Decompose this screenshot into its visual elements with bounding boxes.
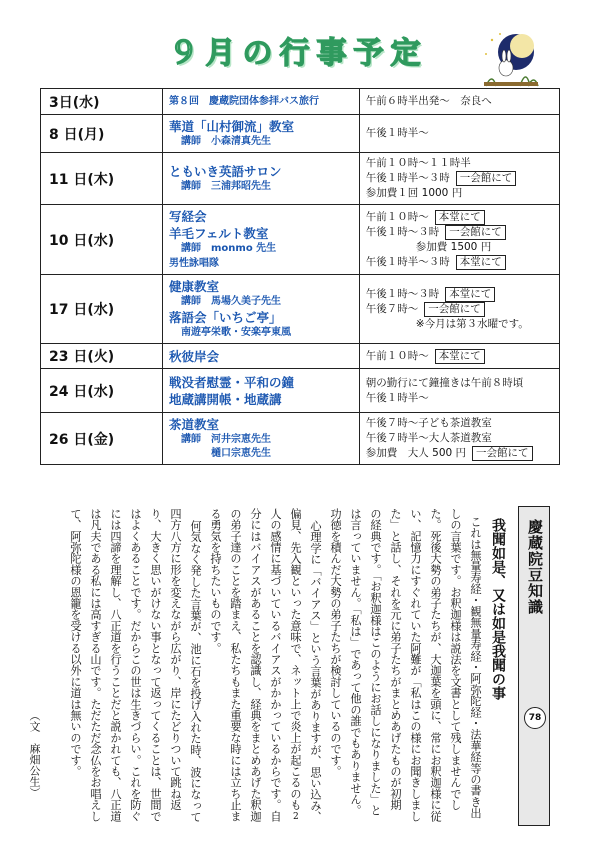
time-line (366, 210, 553, 225)
event-name: 第８回 慶蔵院団体参拝バス旅行 (168, 96, 319, 107)
column-text-line: る勇気を持ちたいものです。 (209, 508, 222, 654)
schedule-event-cell (162, 275, 359, 344)
column-text-line: 偏見、先入観といった意味で、ネット上で炎上が起こるのも (289, 508, 302, 811)
title-banner (148, 24, 448, 80)
time-line (366, 171, 553, 186)
time-text: 午後７時半～大人茶道教室 (365, 432, 492, 444)
schedule-date: 3日(水) (41, 89, 163, 115)
schedule-date: 8 日(月) (41, 115, 163, 153)
time-line (366, 376, 553, 391)
time-line (366, 240, 553, 255)
column-text-line: て、阿弥陀様の恩籠を受ける以外に道は無いのです。 (69, 508, 82, 777)
column-text-line: の弟子達のことを踏まえ、私たちもまた重要な時には立ち止ま (229, 508, 242, 822)
time-text: 午後１時半～３時 (365, 172, 450, 184)
lecturer-name: 講師 河井宗恵先生 (180, 434, 271, 445)
event-name: 羊毛フェルト教室 (168, 226, 269, 241)
column-text-line: 功徳を積んだ大勢の弟子たちが検討しているのです。 (329, 508, 342, 777)
column-text-line: り、大きく思いがけない事となって返ってくることは、世間で (149, 508, 162, 822)
time-text: 午後１時～３時 (365, 287, 440, 300)
time-line (366, 255, 553, 270)
time-line (366, 391, 553, 406)
time-text: 午後１時半～３時 (365, 255, 450, 268)
series-number-badge: 78 (524, 707, 546, 729)
time-line (366, 126, 553, 141)
schedule-row (41, 344, 560, 369)
time-line (366, 156, 553, 171)
event-name: 華道「山村御流」教室 (168, 119, 294, 134)
venue-badge: 一会館にて (445, 225, 506, 240)
time-text: 午前１０時～ (365, 349, 429, 362)
series-title: 慶蔵院豆知識 (526, 519, 544, 615)
event-name: 健康教室 (168, 279, 219, 294)
column-text-line: の経典です。「お釈迦様はこのようにお話しになりました」と (369, 508, 382, 816)
schedule-time-cell (359, 413, 559, 465)
column-text-line: い、記憶力にすぐれていた阿難が「私はこの様にお聞きしまし (409, 508, 422, 822)
schedule-row (41, 115, 560, 153)
schedule-date: 26 日(金) (41, 413, 163, 465)
time-text: 午後１時～３時 (365, 225, 440, 238)
schedule-time-cell (359, 369, 559, 413)
schedule-time-cell (359, 344, 559, 369)
column-text-line: は凡夫である私には高すぎる山です。ただただ念仏をお唱えし (89, 508, 102, 822)
schedule-row (41, 205, 560, 275)
schedule-row (41, 275, 560, 344)
time-line (366, 416, 553, 431)
column-text-line: 四方八方に形を変えながら広がり、岸にたどりついて跳ね返 (169, 508, 182, 811)
time-text: 午後７時～ (365, 302, 419, 315)
schedule-row (41, 153, 560, 205)
schedule-row (41, 89, 560, 115)
time-line (366, 94, 553, 109)
time-text: 午前６時半出発～ 奈良へ (365, 95, 492, 107)
column-text-line: た。死後大勢の弟子たちが、大迦葉を頭に、常にお釈迦様に従 (429, 508, 442, 822)
column-text-line: はよくあることです。だからこの世は生きづらい。これを防ぐ (129, 508, 142, 822)
schedule-time-cell (359, 275, 559, 344)
schedule-event-cell (162, 205, 359, 275)
event-name: 秋彼岸会 (168, 348, 219, 364)
venue-badge: 一会館にて (472, 446, 533, 461)
venue-badge: 本堂にて (435, 210, 485, 225)
author-credit: （文 麻畑公生） (28, 710, 41, 798)
column-text-line: 人の感情に基づいているバイアスがかかっているからです。自 (269, 508, 282, 822)
schedule-time-cell (359, 153, 559, 205)
time-line (366, 302, 553, 317)
venue-badge: 本堂にて (456, 255, 506, 270)
lecturer-name: 講師 三浦邦昭先生 (180, 181, 271, 192)
schedule-date: 17 日(水) (41, 275, 163, 344)
venue-badge: 本堂にて (435, 349, 485, 364)
time-line (366, 287, 553, 302)
schedule-row (41, 413, 560, 465)
schedule-time-cell (359, 115, 559, 153)
schedule-date: 23 日(火) (41, 344, 163, 369)
time-text: 参加費 大人 500 円 (365, 447, 467, 459)
time-line (366, 317, 553, 332)
column-text-line: 分にはバイアスがあることを認識し、経典をまとめあげた釈迦 (249, 508, 262, 822)
time-text: 参加費１回 1000 円 (365, 187, 463, 199)
schedule-time-cell (359, 89, 559, 115)
column-heading: 我聞如是、又は如是我聞の事 (490, 518, 506, 700)
lecturer-name: 講師 小森清真先生 (180, 136, 271, 147)
schedule-time-cell (359, 205, 559, 275)
schedule-event-cell (162, 89, 359, 115)
schedule-event-cell (162, 344, 359, 369)
schedule-event-cell (162, 369, 359, 413)
schedule-date: 10 日(水) (41, 205, 163, 275)
lecturer-name: 樋口宗恵先生 (180, 448, 271, 459)
time-text: 午後１時半～ (365, 391, 429, 404)
time-text: 午後１時半～ (365, 127, 429, 139)
time-text: 午前１０時～ (365, 210, 429, 223)
event-name: 戦没者慰霊・平和の鐘 (168, 374, 294, 390)
page-title: ９月の行事予定 (168, 36, 428, 71)
column-section (0, 498, 595, 828)
event-name: 茶道教室 (168, 417, 219, 432)
series-title-box (518, 506, 550, 826)
column-text-line: 何気なく発した言葉が、池に石を投げ入れた時、波になって (189, 520, 202, 823)
time-line (366, 349, 553, 364)
column-text-line: しの言葉です。お釈迦様は説法を文書として残しませんでし (449, 508, 462, 811)
lecturer-name: 講師 monmo 先生 (180, 243, 277, 254)
page-number: 2 (293, 812, 299, 822)
schedule-date: 24 日(水) (41, 369, 163, 413)
column-text-line: は言っていません。「私は」であって他の誰でもありません。 (349, 508, 362, 816)
schedule-table (40, 88, 560, 465)
column-text-line: た」と話し、それを元に弟子たちがまとめあげたものが初期 (389, 508, 402, 811)
schedule-date: 11 日(木) (41, 153, 163, 205)
schedule-event-cell (162, 115, 359, 153)
time-line (366, 186, 553, 201)
schedule-event-cell (162, 413, 359, 465)
event-name: 男性詠唱隊 (168, 258, 219, 269)
time-text: 朝の勤行にて鐘撞きは午前８時頃 (365, 376, 524, 389)
time-text: ※今月は第３水曜です。 (415, 317, 529, 330)
time-text: 午前１０時～１１時半 (365, 157, 471, 169)
time-line (366, 431, 553, 446)
event-name: 落語会「いちご亭」 (168, 310, 282, 325)
event-name: 写経会 (168, 209, 207, 224)
time-text: 参加費 1500 円 (415, 240, 492, 253)
event-name: 地蔵講開帳・地蔵講 (168, 391, 282, 407)
venue-badge: 一会館にて (456, 171, 517, 186)
lecturer-name: 南遊亭栄歌・安楽亭東風 (180, 327, 291, 338)
moon-rabbit-illustration (480, 28, 540, 88)
column-text-line: これは無量寿経・観無量寿経・阿弥陀経・法華経等の書き出 (469, 516, 482, 819)
time-line (366, 225, 553, 240)
schedule-event-cell (162, 153, 359, 205)
lecturer-name: 講師 馬場久美子先生 (180, 296, 281, 307)
column-text-line: 心理学に「バイアス」という言葉がありますが、思い込み、 (309, 520, 322, 823)
venue-badge: 一会館にて (424, 302, 485, 317)
column-text-line: には四諦を理解し、八正道を行うことだと説かれても、八正道 (109, 508, 122, 822)
venue-badge: 本堂にて (445, 287, 495, 302)
time-text: 午後７時～子ども茶道教室 (365, 417, 492, 429)
schedule-row (41, 369, 560, 413)
time-line (366, 446, 553, 461)
event-name: ともいき英語サロン (168, 164, 282, 179)
